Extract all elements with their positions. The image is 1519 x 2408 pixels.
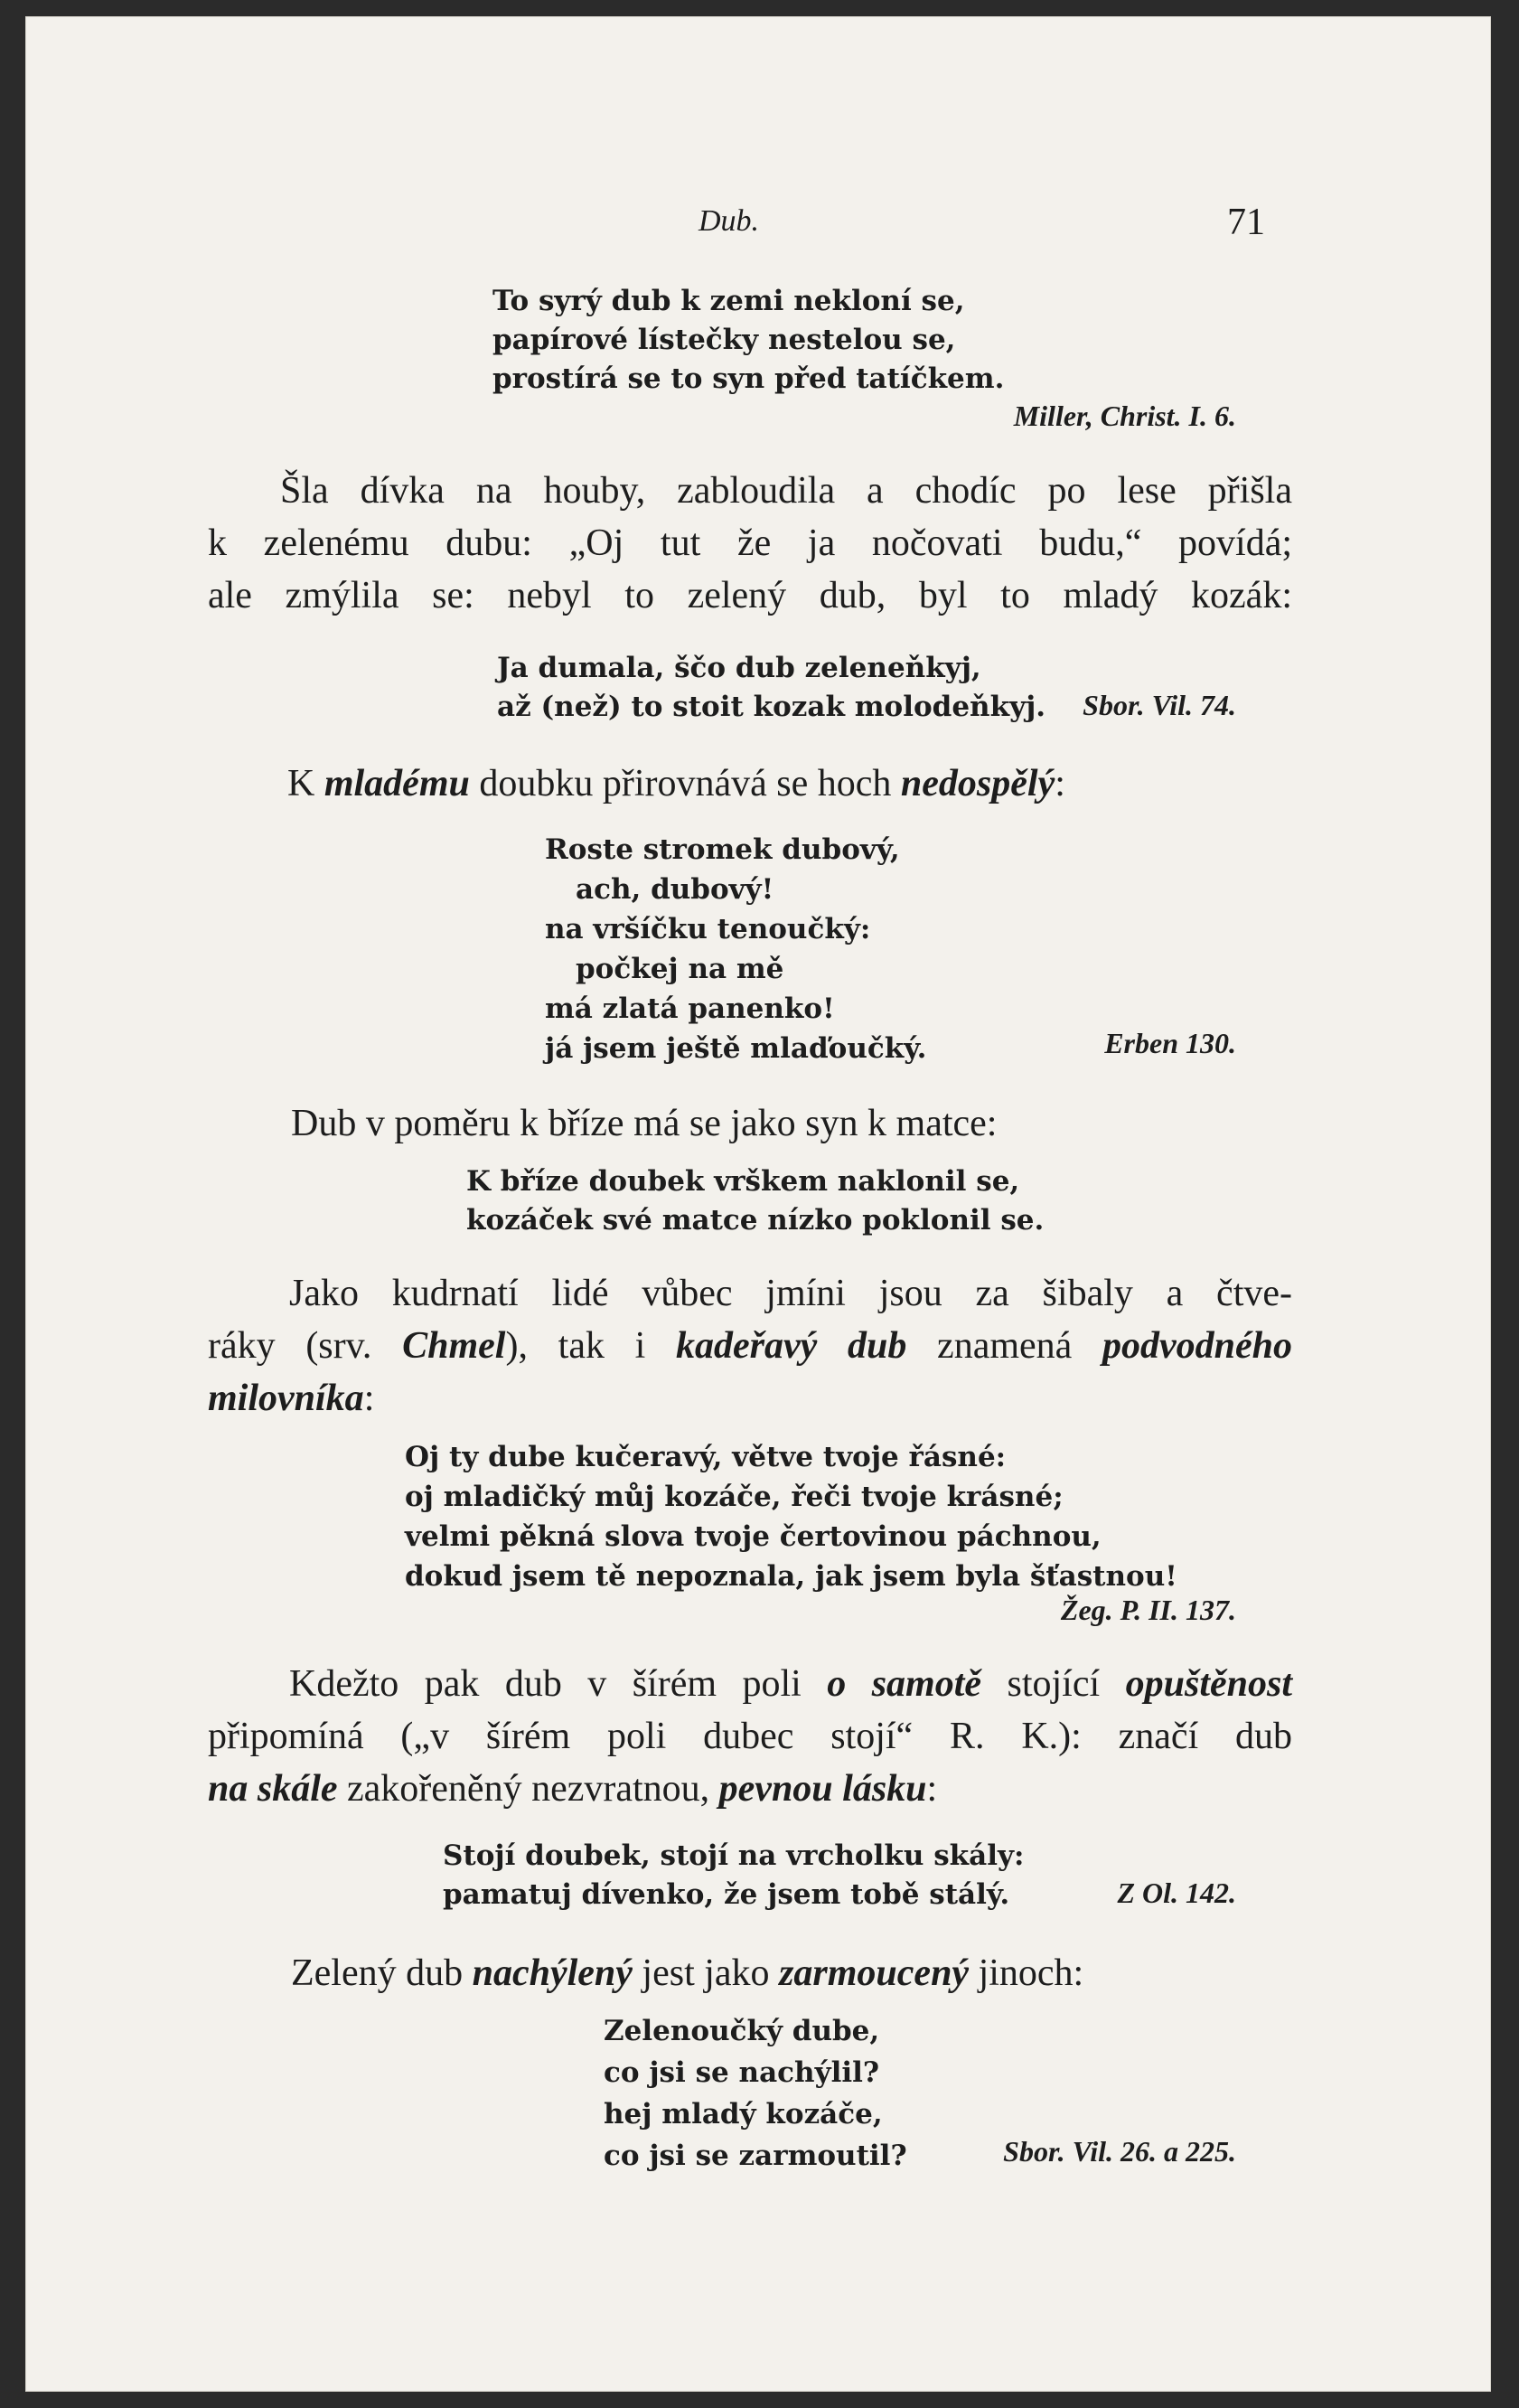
verse-line: já jsem ještě mlaďoučký. xyxy=(545,1032,927,1065)
verse-block-5 xyxy=(405,1437,1177,1596)
paragraph-5 xyxy=(208,1658,1292,1815)
paragraph-line: Jako kudrnatí lidé vůbec jmíni jsou za šibaly a čtve- xyxy=(289,1273,1292,1314)
verse-line: prostírá se to syn před tatíčkem. xyxy=(492,362,1005,395)
verse-source: Sbor. Vil. 26. a 225. xyxy=(1003,2135,1236,2168)
running-title: Dub. xyxy=(699,204,760,238)
paragraph-line: připomíná („v šírém poli dubec stojí“ R. K.): značí dub xyxy=(208,1716,1292,1757)
verse-line: co jsi se zarmoutil? xyxy=(604,2140,907,2172)
paragraph-line: ráky (srv. Chmel), tak i kadeřavý dub znamená podvodného xyxy=(208,1325,1292,1367)
verse-line: oj mladičký můj kozáče, řeči tvoje krásné; xyxy=(405,1481,1064,1513)
verse-line: velmi pěkná slova tvoje čertovinou páchnou, xyxy=(405,1520,1102,1553)
page-number: 71 xyxy=(1227,202,1265,243)
verse-line: pamatuj dívenko, že jsem tobě stálý. xyxy=(443,1878,1010,1911)
paragraph-4 xyxy=(208,1267,1292,1425)
verse-line: co jsi se nachýlil? xyxy=(604,2056,880,2089)
verse-line: na vršíčku tenoučký: xyxy=(545,913,871,945)
verse-source: Žeg. P. II. 137. xyxy=(1060,1594,1236,1626)
verse-line: má zlatá panenko! xyxy=(545,992,835,1025)
paragraph-3: Dub v poměru k bříze má se jako syn k matce: xyxy=(291,1103,998,1144)
verse-line: Roste stromek dubový, xyxy=(545,833,900,866)
verse-line: Zelenoučký dube, xyxy=(604,2015,880,2047)
verse-line: dokud jsem tě nepoznala, jak jsem byla šťastnou! xyxy=(405,1560,1177,1593)
verse-source: Z Ol. 142. xyxy=(1117,1877,1236,1909)
verse-line: hej mladý kozáče, xyxy=(604,2098,883,2131)
verse-block-4 xyxy=(466,1162,1044,1240)
verse-source: Erben 130. xyxy=(1104,1027,1236,1059)
paragraph-line: Kdežto pak dub v šírém poli o samotě stojící opuštěnost xyxy=(289,1663,1292,1705)
verse-line: To syrý dub k zemi nekloní se, xyxy=(492,285,965,317)
paragraph-line: milovníka: xyxy=(208,1378,375,1419)
verse-line: Oj ty dube kučeravý, větve tvoje řásné: xyxy=(405,1441,1007,1473)
verse-line: až (než) to stoit kozak molodeňkyj. xyxy=(497,691,1046,723)
verse-line: ach, dubový! xyxy=(576,873,774,906)
verse-source: Miller, Christ. I. 6. xyxy=(1013,400,1236,432)
paragraph-line: na skále zakořeněný nezvratnou, pevnou lásku: xyxy=(208,1768,938,1810)
paragraph-2: K mladému doubku přirovnává se hoch nedospělý: xyxy=(287,763,1065,804)
verse-source: Sbor. Vil. 74. xyxy=(1083,689,1236,721)
verse-block-1 xyxy=(492,282,1004,399)
verse-line: Ja dumala, ščo dub zeleneňkyj, xyxy=(497,652,981,684)
paragraph-1 xyxy=(208,465,1292,622)
book-page xyxy=(25,16,1491,2392)
verse-block-6 xyxy=(443,1837,1024,1914)
verse-line: Stojí doubek, stojí na vrcholku skály: xyxy=(443,1839,1025,1872)
verse-block-3 xyxy=(545,830,926,1068)
paragraph-line: k zelenému dubu: „Oj tut že ja nočovati budu,“ povídá; xyxy=(208,522,1292,564)
verse-line: papírové lístečky nestelou se, xyxy=(492,324,956,356)
verse-line: kozáček své matce nízko poklonil se. xyxy=(466,1204,1045,1237)
verse-block-2 xyxy=(497,649,1045,727)
verse-line: K bříze doubek vrškem naklonil se, xyxy=(466,1165,1020,1198)
verse-block-7 xyxy=(604,2010,907,2177)
paragraph-line: Šla dívka na houby, zabloudila a chodíc po lese přišla xyxy=(280,470,1292,512)
verse-line: počkej na mě xyxy=(576,953,784,985)
paragraph-line: ale zmýlila se: nebyl to zelený dub, byl to mladý kozák: xyxy=(208,575,1292,616)
paragraph-6: Zelený dub nachýlený jest jako zarmoucený jinoch: xyxy=(291,1952,1084,1994)
